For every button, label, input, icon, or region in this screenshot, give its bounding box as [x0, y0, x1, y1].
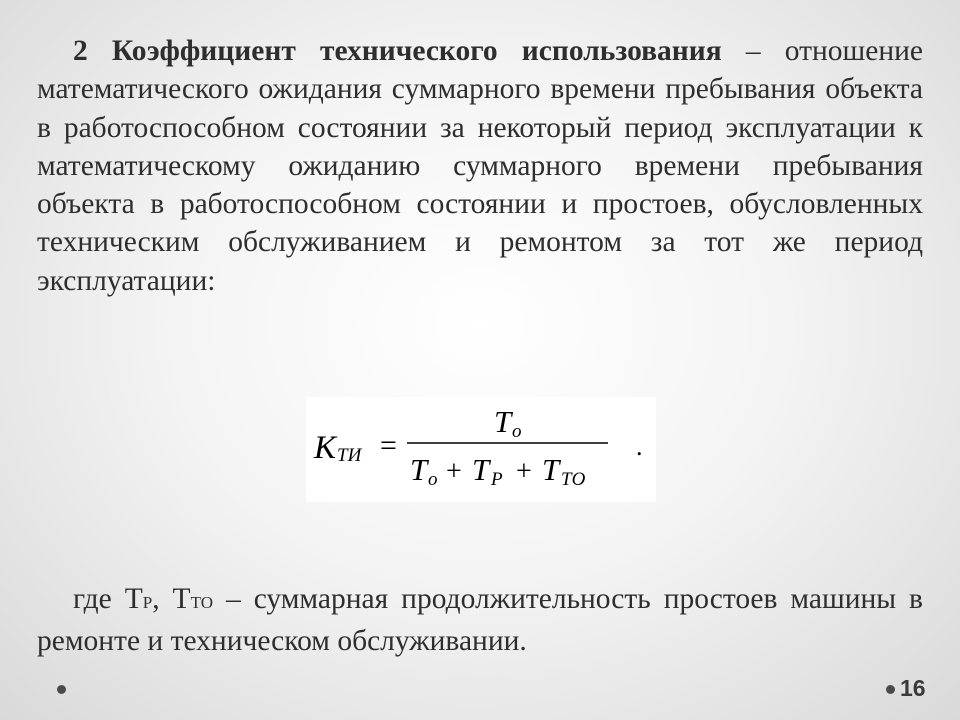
formula-numerator-symbol: T [494, 404, 512, 439]
explanation-paragraph [37, 580, 923, 661]
formula-denominator-t2: T [472, 452, 490, 487]
explanation-rest: – суммарная продолжительность простоев машины в ремонте и техническом обслуживании. [37, 583, 923, 658]
formula-plus-sign-1: + [446, 456, 462, 487]
formula-trailing-period: . [636, 432, 643, 461]
definition-body: – отношение математического ожидания суммарного времени пребывания объекта в работоспособном состоянии за некоторый период эксплуатации к математическому ожиданию суммарного времени пребывания объекта в работоспособном состоянии и простоев, обусловленных техническим обслуживанием и ремонтом за тот же период эксплуатации: [37, 35, 923, 297]
formula-lhs-subscript: ТИ [337, 445, 362, 466]
definition-paragraph [37, 32, 923, 300]
page-number-dot-icon [886, 685, 895, 694]
formula-equals-sign: = [380, 429, 397, 462]
definition-lead: 2 Коэффициент технического использования [73, 35, 722, 67]
formula-denominator-t1-subscript: o [428, 469, 438, 490]
formula-lhs-symbol: K [314, 430, 337, 466]
formula-box [306, 397, 656, 502]
formula-denominator-t3-subscript: ТО [561, 469, 586, 490]
explanation-prefix: где Т [73, 583, 143, 615]
page-number: 16 [900, 675, 926, 701]
formula-numerator-subscript: o [512, 421, 522, 442]
formula-plus-sign-2: + [516, 456, 532, 487]
formula-denominator-t3: T [542, 452, 560, 487]
explanation-separator: , Т [152, 583, 191, 615]
formula-svg [306, 397, 656, 502]
formula-denominator-t2-subscript: P [491, 469, 503, 490]
explanation-subscript-to: ТО [190, 593, 214, 612]
explanation-subscript-p: Р [142, 593, 153, 612]
formula-denominator-t1: T [410, 452, 428, 487]
bullet-dot-icon [57, 685, 66, 694]
